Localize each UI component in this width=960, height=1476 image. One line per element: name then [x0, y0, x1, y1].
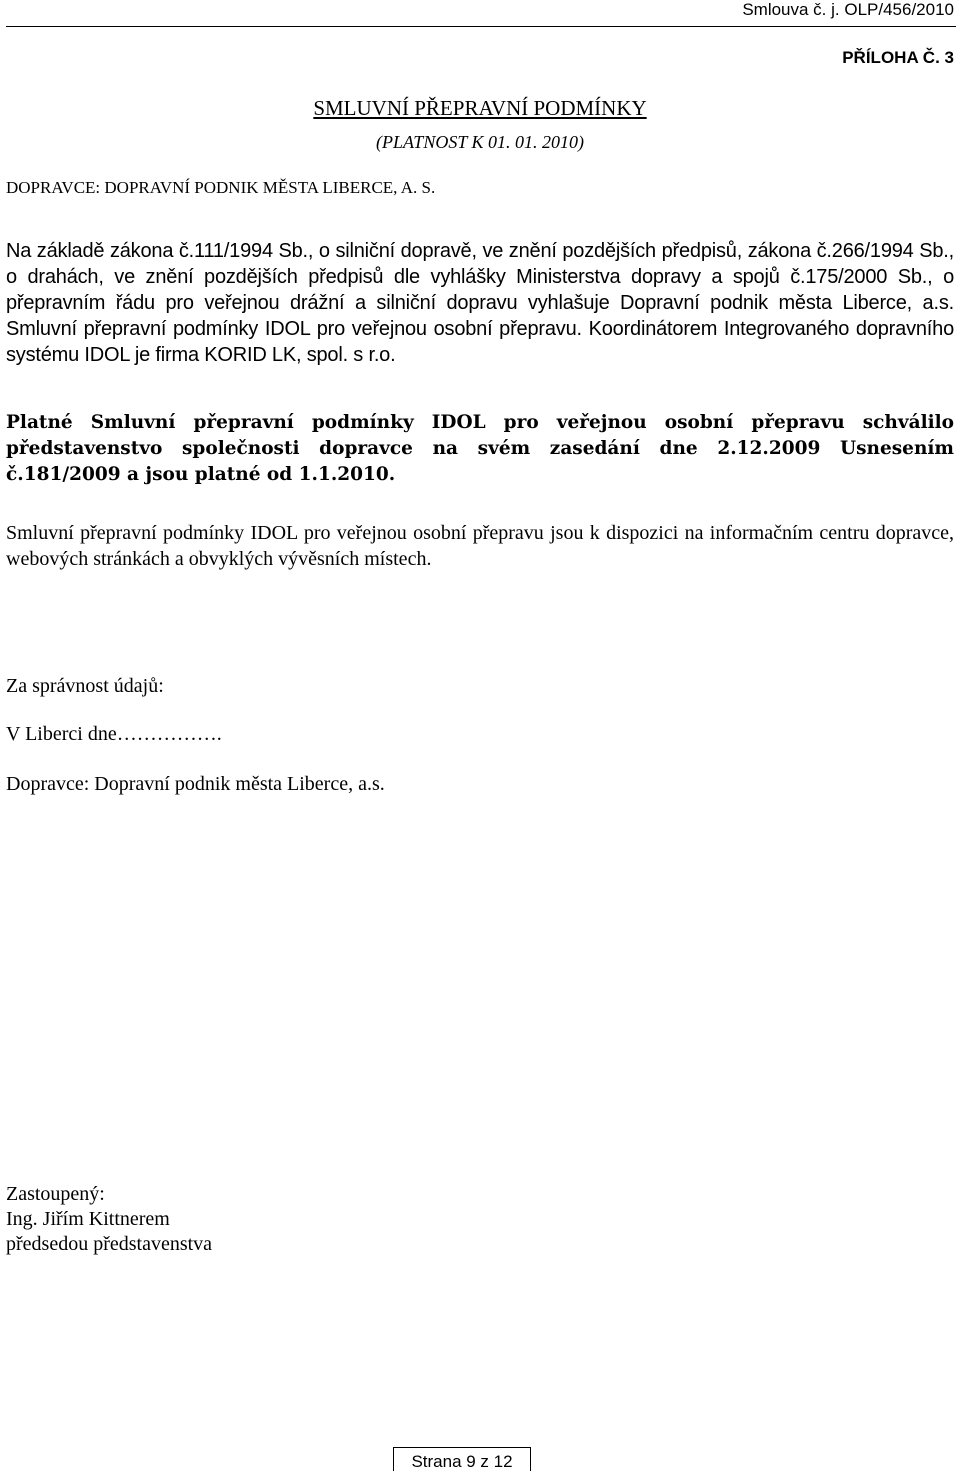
representative-name: Ing. Jiřím Kittnerem [6, 1208, 170, 1230]
document-subtitle: (PLATNOST K 01. 01. 2010) [375, 132, 585, 152]
legal-basis-paragraph: Na základě zákona č.111/1994 Sb., o silniční dopravě, ve znění pozdějších předpisů, zákona č.266/1994 Sb., o drahách, ve znění pozdějších předpisů dle vyhlášky Ministerstva dopravy a spojů č.175/2000 Sb., o přepravním řádu pro veřejnou drážní a silniční dopravu vyhlašuje Dopravní podnik města Liberce, a.s. Smluvní přepravní podmínky IDOL pro veřejnou osobní přepravu. Koordinátorem Integrovaného dopravního systému IDOL je firma KORID LK, spol. s r.o. [6, 240, 954, 366]
attachment-label: PŘÍLOHA Č. 3 [842, 48, 954, 67]
representative-role: předsedou představenstva [6, 1233, 213, 1255]
header-rule [6, 26, 956, 27]
carrier-line: DOPRAVCE: DOPRAVNÍ PODNIK MĚSTA LIBERCE, A. S. [6, 178, 436, 197]
contract-number: Smlouva č. j. OLP/456/2010 [742, 0, 954, 19]
availability-paragraph: Smluvní přepravní podmínky IDOL pro veřejnou osobní přepravu jsou k dispozici na informačním centru dopravce, webových stránkách a obvyklých vývěsních místech. [6, 522, 954, 570]
carrier-signature-line: Dopravce: Dopravní podnik města Liberce, a.s. [6, 773, 385, 795]
correctness-label: Za správnost údajů: [6, 675, 164, 697]
represented-by-label: Zastoupený: [6, 1183, 105, 1205]
page-number: Strana 9 z 12 [393, 1447, 531, 1471]
place-date-line: V Liberci dne……………. [6, 723, 222, 745]
document-title: SMLUVNÍ PŘEPRAVNÍ PODMÍNKY [313, 96, 647, 120]
approval-paragraph: Platné Smluvní přepravní podmínky IDOL pro veřejnou osobní přepravu schválilo představenstvo společnosti dopravce na svém zasedání dne 2.12.2009 Usnesením č.181/2009 a jsou platné od 1.1.2010. [6, 412, 954, 485]
